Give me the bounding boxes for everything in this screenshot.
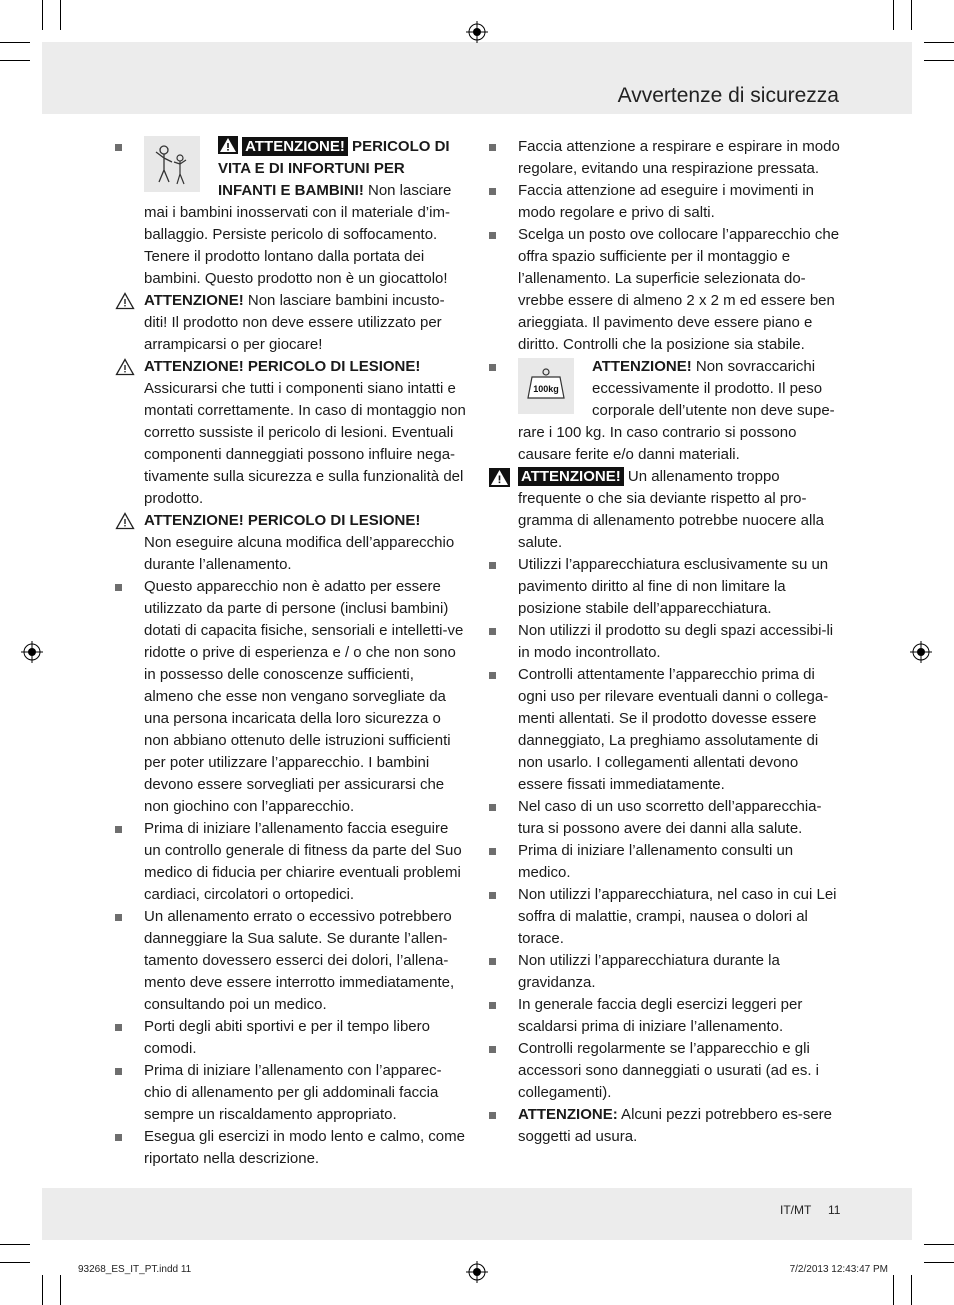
list-item <box>489 884 841 950</box>
list-item <box>489 1104 841 1148</box>
item-text: Questo apparecchio non è adatto per essere utilizzato da parte di persone (inclusi bambini) dotati di capacita fisiche, sensoriali e intelletti-ve ridotte o prive di esperienza e / o che non sono in possesso delle conoscenze sufficienti, almeno che esse non vengano sorvegliate da una persona incaricata della loro sicurezza o non abbiano ottenuto delle istruzioni sufficienti per poter utilizzare l’apparecchio. I bambini devono essere sorvegliati per assicurarsi che non giochino con l’apparecchio. <box>144 578 464 815</box>
list-item <box>115 1016 467 1060</box>
list-item <box>489 620 841 664</box>
list-item <box>115 1126 467 1170</box>
item-text: Controlli regolarmente se l’apparecchio e gli accessori sono danneggiati o usurati (ad es. i collegamenti). <box>518 1040 820 1101</box>
list-item <box>115 510 467 576</box>
crop-mark <box>893 0 894 30</box>
right-column <box>489 136 841 1148</box>
crop-mark <box>60 0 61 30</box>
warning-heading: ATTENZIONE! PERICOLO DI LESIONE! <box>144 358 421 375</box>
warning-heading: ATTENZIONE! <box>144 292 244 309</box>
page-number: 11 <box>828 1203 841 1217</box>
item-text: Faccia attenzione ad eseguire i movimenti in modo regolare e privo di salti. <box>518 182 814 221</box>
item-text: Non utilizzi il prodotto su degli spazi accessibi-li in modo incontrollato. <box>518 622 834 661</box>
bullet-icon <box>489 958 496 965</box>
crop-mark <box>42 1275 43 1305</box>
crop-mark <box>0 42 30 43</box>
bullet-icon <box>115 1068 122 1075</box>
bullet-icon <box>115 1134 122 1141</box>
item-text: Faccia attenzione a respirare e espirare in modo regolare, evitando una respirazione pressata. <box>518 138 840 177</box>
item-text: In generale faccia degli esercizi leggeri per scaldarsi prima di iniziare l’allenamento. <box>518 996 803 1035</box>
item-text: Non eseguire alcuna modifica dell’apparecchio durante l’allenamento. <box>144 534 455 573</box>
item-text: Prima di iniziare l’allenamento con l’apparec-chio di allenamento per gli addominali faccia sempre un riscaldamento appropriato. <box>144 1062 442 1123</box>
list-item <box>489 796 841 840</box>
list-item <box>115 576 467 818</box>
list-item <box>489 466 841 554</box>
crop-mark <box>42 0 43 30</box>
warning-heading: ATTENZIONE: <box>518 1106 618 1123</box>
warning-triangle-outline-icon <box>115 358 135 376</box>
registration-mark-icon <box>910 641 932 663</box>
registration-mark-icon <box>466 1261 488 1283</box>
item-text: Assicurarsi che tutti i componenti siano intatti e montati correttamente. In caso di montaggio non corretto sussiste il pericolo di lesioni. Eventuali componenti danneggiati possono influire nega-tivamente sulla sicurezza e sulla funzionalità del prodotto. <box>144 380 466 507</box>
list-item <box>115 290 467 356</box>
item-text: Scelga un posto ove collocare l’apparecchio che offra spazio sufficiente per il montaggio e l’allenamento. La superficie selezionata do-vrebbe essere di almeno 2 x 2 m ed essere ben arieggiata. Il pavimento deve essere piano e diritto. Controlli che la posizione sia stabile. <box>518 226 840 353</box>
list-item <box>115 136 467 290</box>
item-text: Non lasciare bambini incusto-diti! Il prodotto non deve essere utilizzato per arrampicarsi o per giocare! <box>144 292 445 353</box>
bullet-icon <box>489 1002 496 1009</box>
print-slug-file: 93268_ES_IT_PT.indd 11 <box>78 1264 192 1275</box>
bullet-icon <box>489 232 496 239</box>
crop-mark <box>924 1244 954 1245</box>
item-text: Controlli attentamente l’apparecchio prima di ogni uso per rilevare eventuali danni o collega-menti allentati. Se il prodotto dovesse essere danneggiato, La preghiamo assolutamente di non usarlo. I collegamenti allentati devono essere fissati immediatamente. <box>518 666 829 793</box>
bullet-icon <box>489 628 496 635</box>
warning-triangle-outline-icon <box>115 512 135 530</box>
bullet-icon <box>489 672 496 679</box>
warning-triangle-outline-icon <box>115 292 135 310</box>
bullet-icon <box>489 144 496 151</box>
print-slug-date: 7/2/2013 12:43:47 PM <box>789 1264 888 1275</box>
list-item <box>489 1038 841 1104</box>
bullet-icon <box>489 364 496 371</box>
bullet-icon <box>489 804 496 811</box>
crop-mark <box>893 1275 894 1305</box>
list-item <box>115 906 467 1016</box>
bullet-icon <box>115 1024 122 1031</box>
warning-heading: PERICOLO DI VITA E DI INFORTUNI PER INFANTI E BAMBINI! <box>218 138 450 199</box>
item-text: Un allenamento errato o eccessivo potrebbero danneggiare la Sua salute. Se durante l’allen-tamento dovessero esserci dei dolori, l’allena-mento deve essere interrotto immediatamente, consultando poi un medico. <box>144 908 455 1013</box>
warning-heading: ATTENZIONE! PERICOLO DI LESIONE! <box>144 512 421 529</box>
warning-triangle-icon <box>489 468 510 487</box>
crop-mark <box>924 60 954 61</box>
crop-mark <box>911 1275 912 1305</box>
item-text: Nel caso di un uso scorretto dell’apparecchia-tura si possono avere dei danni alla salute. <box>518 798 822 837</box>
crop-mark <box>0 1262 30 1263</box>
weight-limit-pictogram-icon <box>518 358 574 414</box>
crop-mark <box>924 1262 954 1263</box>
bullet-icon <box>489 1046 496 1053</box>
list-item <box>489 224 841 356</box>
warning-heading: ATTENZIONE! <box>592 358 692 375</box>
item-text: Non utilizzi l’apparecchiatura, nel caso in cui Lei soffra di malattie, crampi, nausea o dolori al torace. <box>518 886 837 947</box>
list-item <box>489 840 841 884</box>
weight-limit-label: 100kg <box>533 384 559 394</box>
item-text: Esegua gli esercizi in modo lento e calmo, come riportato nella descrizione. <box>144 1128 465 1167</box>
registration-mark-icon <box>466 21 488 43</box>
item-text: Prima di iniziare l’allenamento consulti un medico. <box>518 842 794 881</box>
bullet-icon <box>115 144 122 151</box>
list-item <box>115 818 467 906</box>
list-item <box>489 950 841 994</box>
page-title: Avvertenze di sicurezza <box>617 84 839 107</box>
list-item <box>115 356 467 510</box>
crop-mark <box>0 60 30 61</box>
bullet-icon <box>115 826 122 833</box>
item-text: Utilizzi l’apparecchiatura esclusivamente su un pavimento diritto al fine di non limitare la posizione stabile dell’apparecchiatura. <box>518 556 829 617</box>
bullet-icon <box>489 562 496 569</box>
item-text: Non lasciare mai i bambini inosservati con il materiale d’im-ballaggio. Persiste pericolo di soffocamento. Tenere il prodotto lontano dalla portata dei bambini. Questo prodotto non è un giocattolo! <box>144 182 452 287</box>
list-item <box>489 994 841 1038</box>
bullet-icon <box>115 584 122 591</box>
bullet-icon <box>489 1112 496 1119</box>
crop-mark <box>911 0 912 30</box>
bullet-icon <box>489 848 496 855</box>
list-item <box>489 664 841 796</box>
crop-mark <box>0 1244 30 1245</box>
list-item <box>489 554 841 620</box>
registration-mark-icon <box>21 641 43 663</box>
attention-badge: ATTENZIONE! <box>518 467 624 486</box>
item-text: Prima di iniziare l’allenamento faccia eseguire un controllo generale di fitness da parte del Suo medico di fiducia per chiarire eventuali problemi cardiaci, circolatori o ortopedici. <box>144 820 462 903</box>
crop-mark <box>60 1275 61 1305</box>
crop-mark <box>924 42 954 43</box>
list-item <box>489 356 841 466</box>
language-code: IT/MT <box>780 1203 812 1217</box>
item-text: Porti degli abiti sportivi e per il tempo libero comodi. <box>144 1018 430 1057</box>
bullet-icon <box>489 892 496 899</box>
bullet-icon <box>489 188 496 195</box>
left-column <box>115 136 467 1170</box>
list-item <box>489 136 841 180</box>
bullet-icon <box>115 914 122 921</box>
list-item <box>115 1060 467 1126</box>
warning-triangle-icon <box>218 136 238 154</box>
item-text: Non utilizzi l’apparecchiatura durante la gravidanza. <box>518 952 780 991</box>
item-text: Un allenamento troppo frequente o che sia deviante rispetto al pro-gramma di allenamento potrebbe nuocere alla salute. <box>518 468 825 551</box>
attention-badge: ATTENZIONE! <box>242 137 348 156</box>
item-text: Alcuni pezzi potrebbero es-sere soggetti ad usura. <box>518 1106 833 1145</box>
item-text: Non sovraccarichi eccessivamente il prodotto. Il peso corporale dell’utente non deve supe-rare i 100 kg. In caso contrario si possono causare ferite e/o danni materiali. <box>518 358 835 463</box>
child-warning-pictogram-icon <box>144 136 200 192</box>
list-item <box>489 180 841 224</box>
